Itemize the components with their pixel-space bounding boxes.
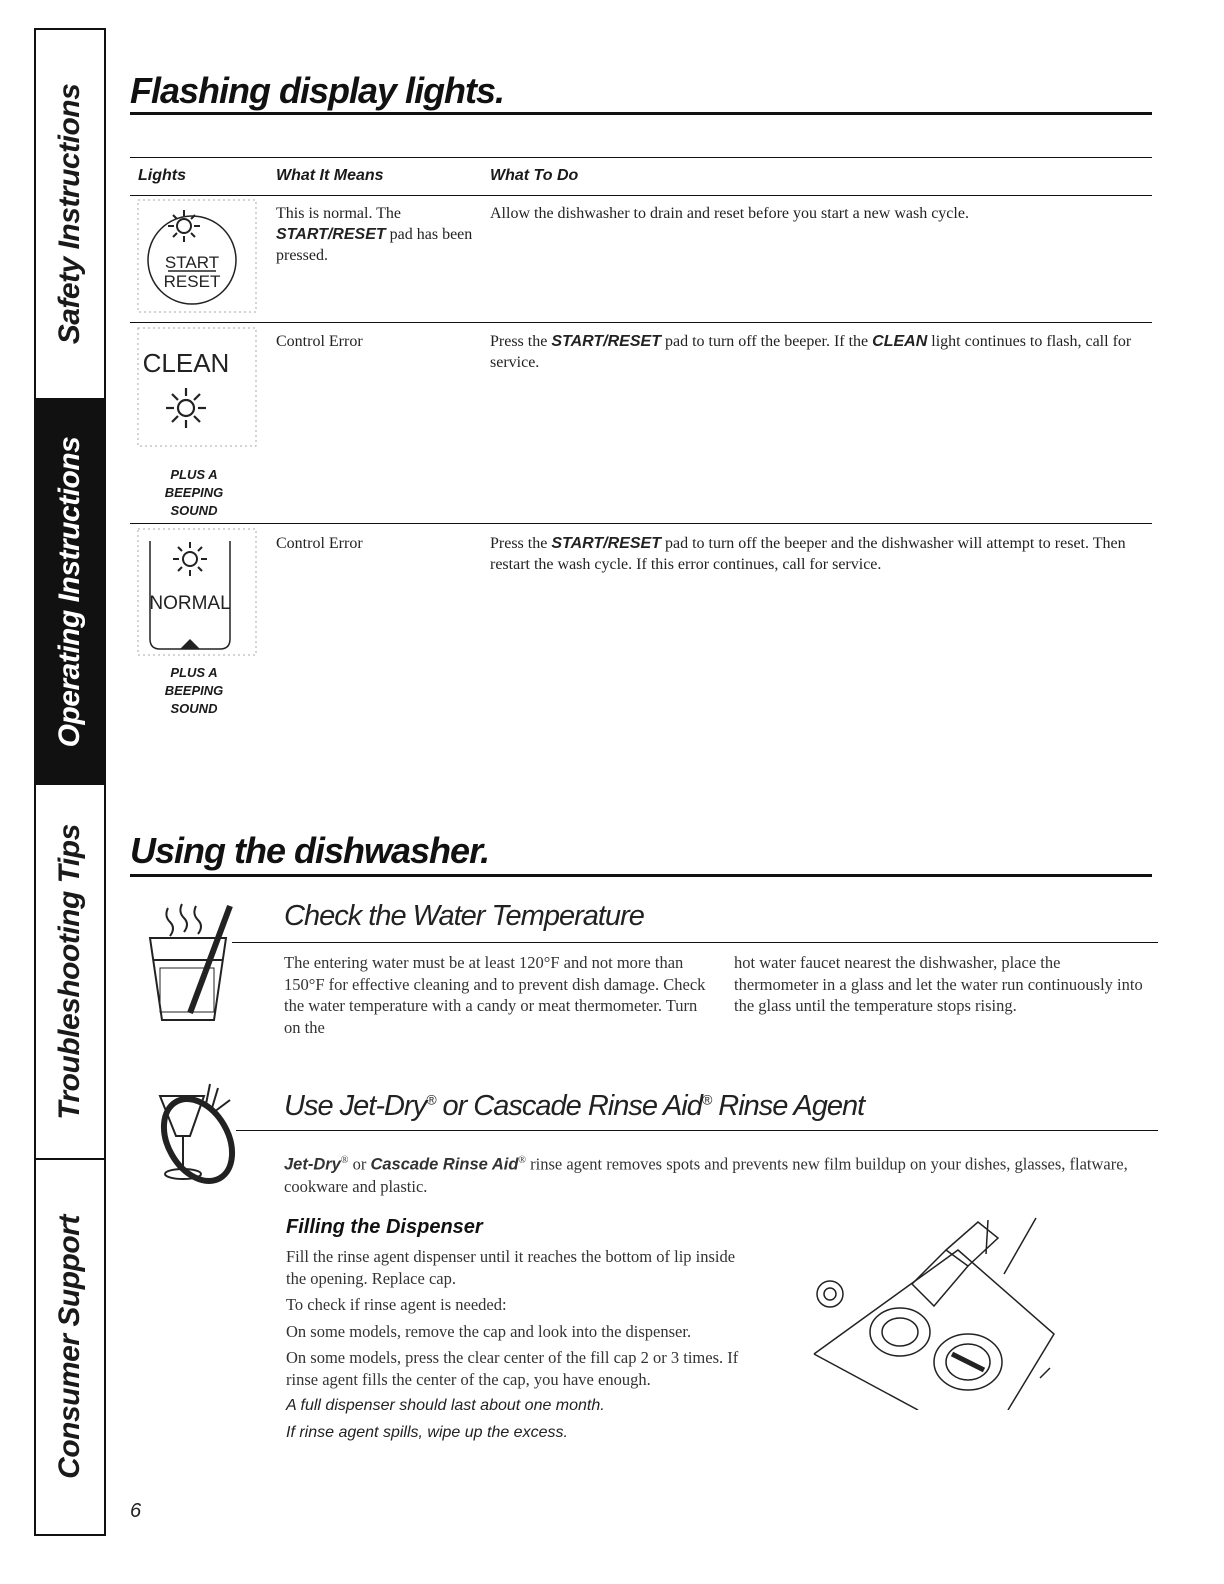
row2-todo: Press the START/RESET pad to turn off the beeper. If the CLEAN light continues to flash, call for service. (490, 333, 1132, 371)
glass-and-dish-icon (140, 1082, 250, 1192)
tab-consumer-support[interactable] (36, 1160, 104, 1534)
icon-text-reset: RESET (163, 272, 221, 291)
icon-text-clean: CLEAN (142, 348, 230, 378)
page-number: 6 (130, 1500, 142, 1522)
start-reset-light-icon (136, 198, 260, 316)
col-header-means: What It Means (276, 167, 384, 184)
row1-means: This is normal. The START/RESET pad has been pressed. (276, 205, 473, 264)
note-full-dispenser: A full dispenser should last about one month. (286, 1397, 605, 1414)
icon-text-normal: NORMAL (149, 593, 231, 614)
tab-label: Operating Instructions (53, 436, 86, 747)
table-top-rule (130, 157, 1152, 158)
title-rule (130, 874, 1152, 877)
icon-text-start: START (164, 253, 220, 272)
row-rule (130, 523, 1152, 524)
thermometer-glass-icon (140, 898, 240, 1030)
tab-label: Safety Instructions (53, 83, 86, 345)
col-header-todo: What To Do (490, 167, 579, 184)
row1-todo: Allow the dishwasher to drain and reset before you start a new wash cycle. (490, 205, 969, 222)
subsection-rule (236, 1130, 1158, 1131)
water-temp-col2: hot water faucet nearest the dishwasher, place the thermometer in a glass and let the water run continuously into the glass until the temperature stops rising. (734, 953, 1143, 1015)
tab-troubleshooting-tips[interactable] (36, 785, 104, 1160)
title-rule (130, 112, 1152, 115)
note-spills: If rinse agent spills, wipe up the excess. (286, 1423, 568, 1441)
section-title-flashing: Flashing display lights. (130, 70, 505, 111)
tab-operating-instructions[interactable] (36, 400, 104, 785)
rinse-agent-heading: Use Jet-Dry® or Cascade Rinse Aid® Rinse Agent (284, 1090, 865, 1122)
row2-means: Control Error (276, 333, 363, 350)
filling-dispenser-heading: Filling the Dispenser (286, 1216, 483, 1238)
water-temp-heading: Check the Water Temperature (284, 900, 644, 932)
filling-dispenser-text: Fill the rinse agent dispenser until it reaches the bottom of lip inside the opening. Replace cap. To check if rinse agent is needed: On some models, remove the cap and look into the dispenser. On some models, press the clear center of the fill cap 2 or 3 times. If rinse agent fills the center of the cap, you have enough. A full dispenser should last about one month. If rinse agent spills, wipe up the excess. (286, 1246, 756, 1448)
tab-label: Troubleshooting Tips (53, 823, 86, 1120)
sidebar-nav (34, 28, 106, 1536)
tab-label: Consumer Support (53, 1215, 86, 1479)
row-rule (130, 322, 1152, 323)
section-title-using: Using the dishwasher. (130, 830, 490, 871)
header-rule (130, 195, 1152, 196)
rinse-agent-text: Jet-Dry® or Cascade Rinse Aid® rinse agent removes spots and prevents new film buildup on your dishes, glasses, flatware, cookware and plastic. (284, 1154, 1128, 1196)
rinse-dispenser-illustration (808, 1214, 1058, 1410)
tab-safety-instructions[interactable] (36, 30, 104, 400)
row3-means: Control Error (276, 535, 363, 552)
plus-beeping-label: PLUS A BEEPING SOUND (164, 467, 224, 518)
clean-light-icon (136, 326, 260, 450)
col-header-lights: Lights (138, 167, 186, 184)
subsection-rule (232, 942, 1158, 943)
normal-light-icon (136, 527, 260, 659)
row3-todo: Press the START/RESET pad to turn off the beeper and the dishwasher will attempt to reset. Then restart the wash cycle. If this error continues, call for service. (490, 535, 1126, 573)
water-temp-col1: The entering water must be at least 120°F and not more than 150°F for effective cleaning and to prevent dish damage. Check the water temperature with a candy or meat thermometer. Turn on the (284, 953, 706, 1037)
plus-beeping-label: PLUS A BEEPING SOUND (164, 665, 224, 716)
